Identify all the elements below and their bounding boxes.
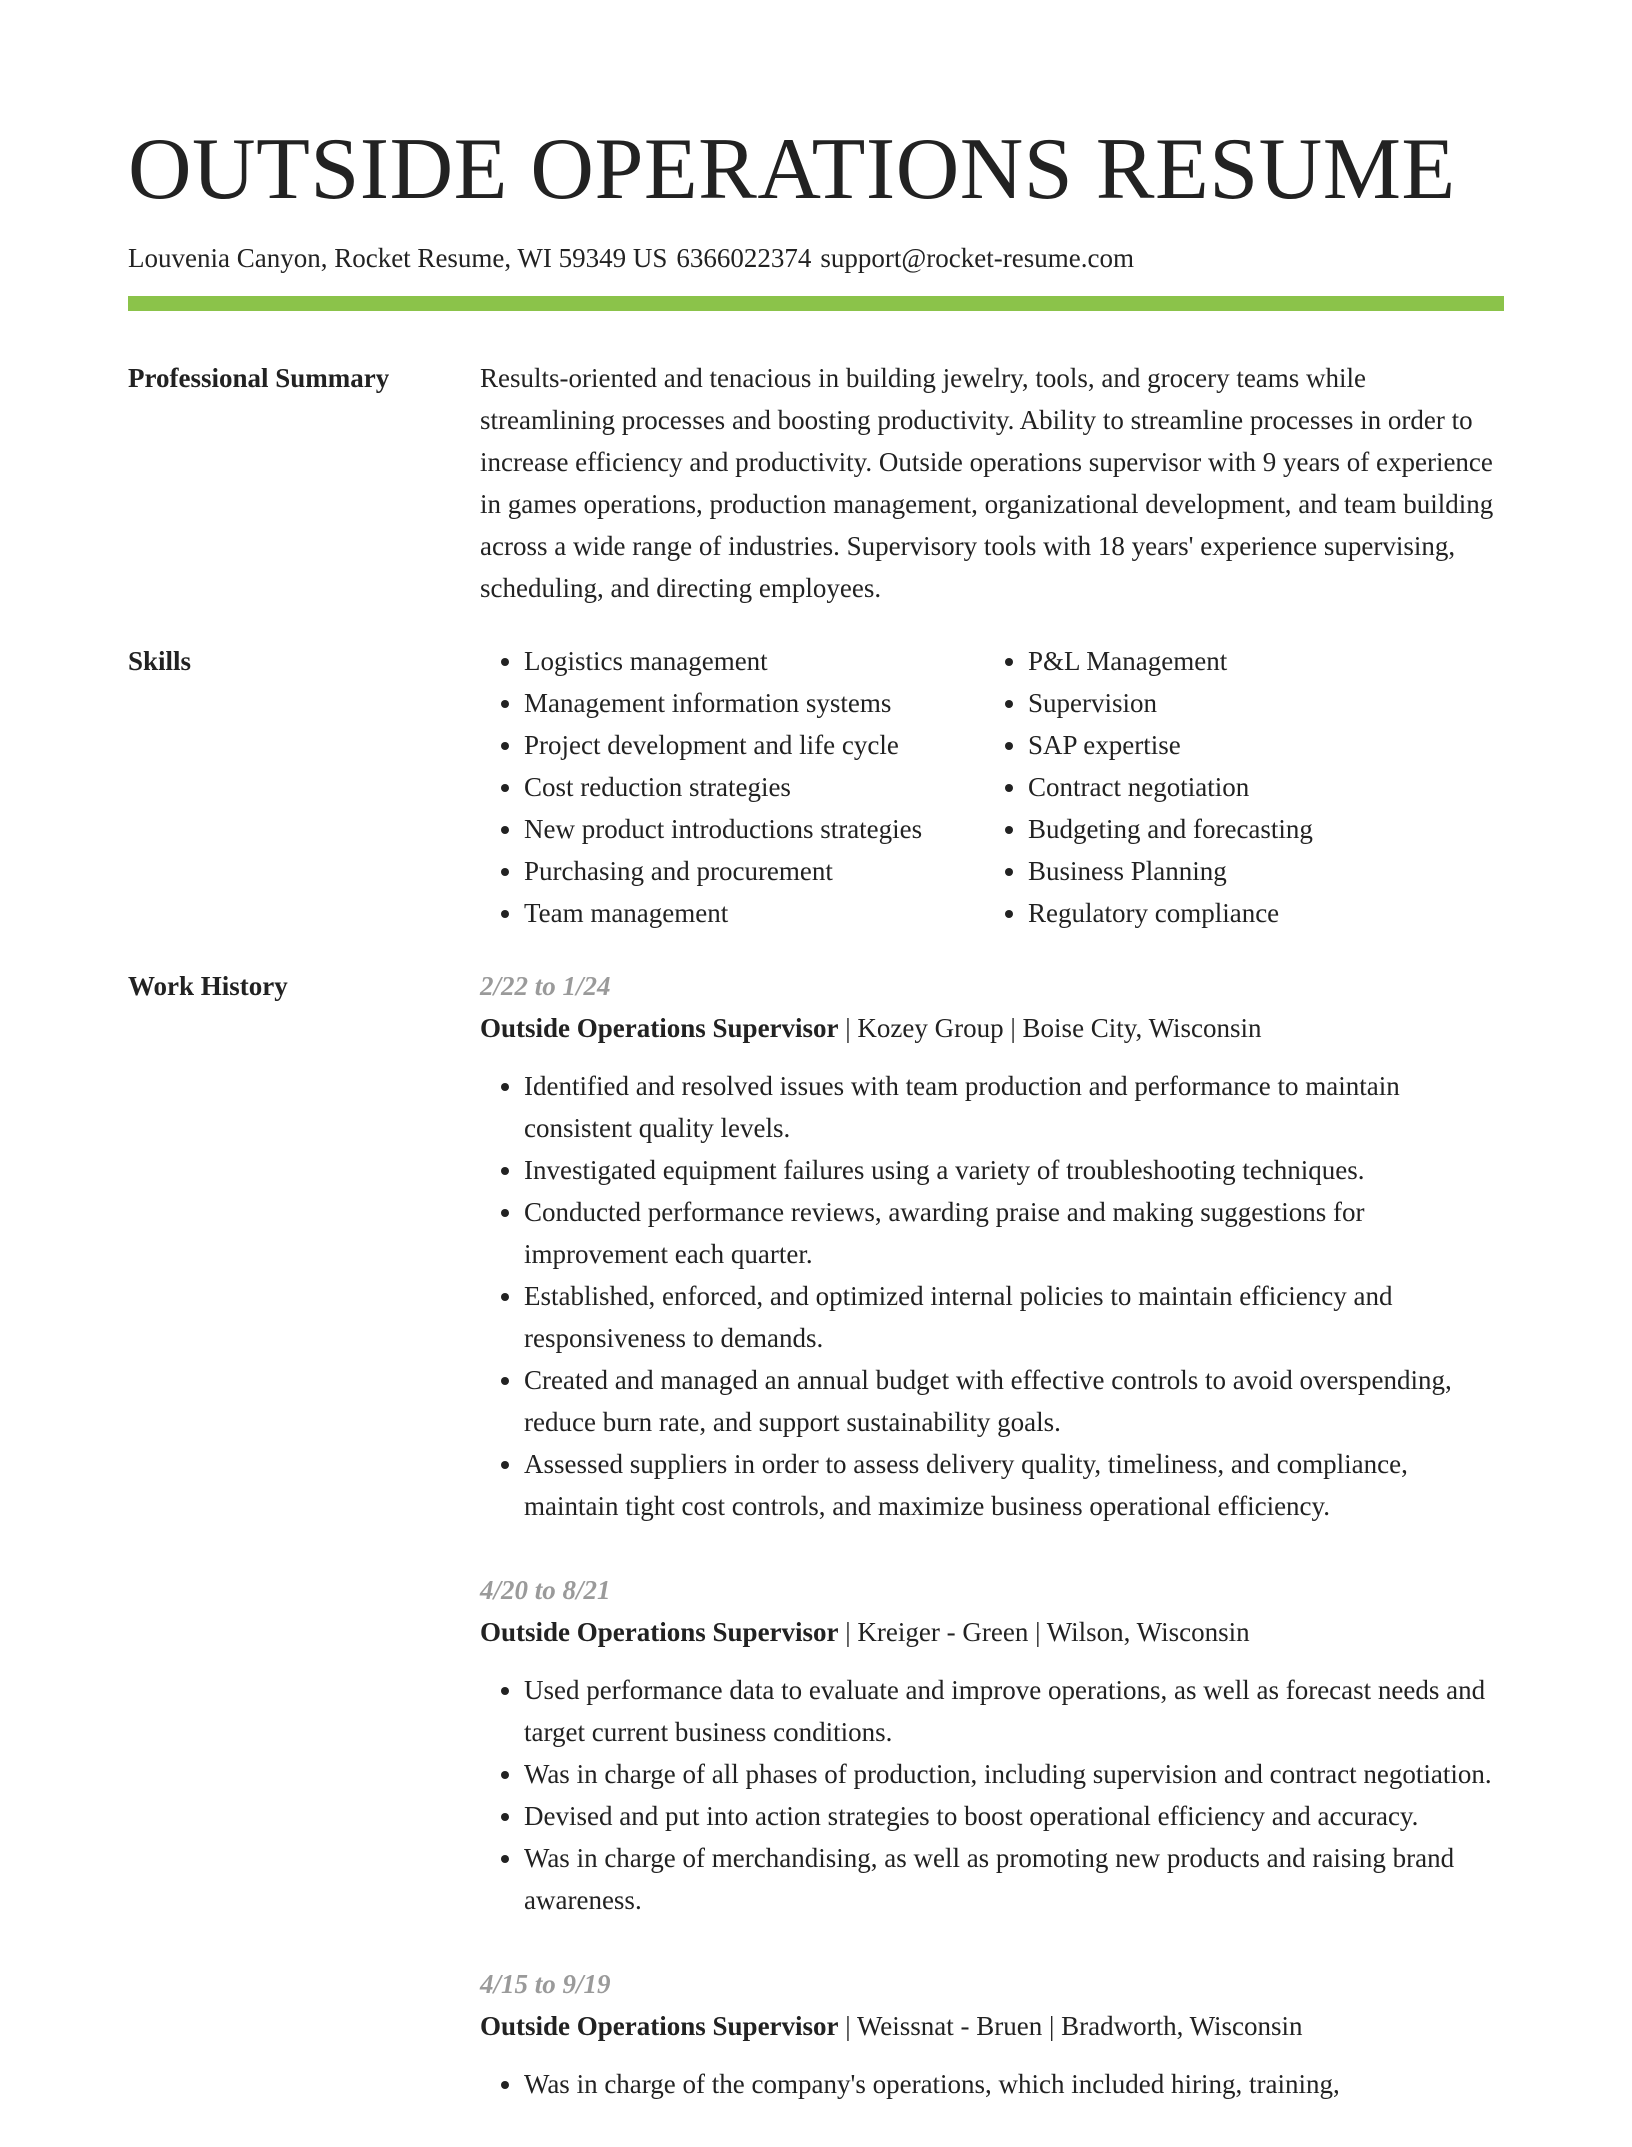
contact-address: Louvenia Canyon, Rocket Resume, WI 59349 US — [128, 243, 668, 273]
skills-columns — [480, 640, 1504, 934]
skill-item: • Team management — [524, 892, 984, 934]
skill-item: • Cost reduction strategies — [524, 766, 984, 808]
job-bullet: • Investigated equipment failures using a variety of troubleshooting techniques. — [524, 1149, 1504, 1191]
skills-heading: Skills — [128, 646, 192, 676]
contact-email: support@rocket-resume.com — [820, 243, 1134, 273]
job-bullet: • Used performance data to evaluate and improve operations, as well as forecast needs and target current business conditions. — [524, 1669, 1504, 1753]
job-details: | Kreiger - Green | Wilson, Wisconsin — [845, 1617, 1250, 1647]
job-date: 2/22 to 1/24 — [480, 971, 611, 1001]
job-heading — [480, 2005, 1504, 2047]
job-title: Outside Operations Supervisor — [480, 1013, 839, 1043]
skills-section — [128, 640, 1504, 934]
job-date: 4/20 to 8/21 — [480, 1575, 611, 1605]
skill-item: • SAP expertise — [1028, 724, 1458, 766]
job-bullets — [480, 1669, 1504, 1921]
resume-page — [128, 110, 1504, 2147]
skill-item: • Business Planning — [1028, 850, 1458, 892]
contact-line — [128, 240, 1504, 276]
summary-heading: Professional Summary — [128, 363, 390, 393]
resume-title: OUTSIDE OPERATIONS RESUME — [128, 121, 1456, 218]
skills-list-right — [984, 640, 1458, 934]
skills-list-left — [480, 640, 984, 934]
skill-item: • Purchasing and procurement — [524, 850, 984, 892]
accent-divider — [128, 296, 1504, 311]
job-bullet: • Established, enforced, and optimized internal policies to maintain efficiency and responsiveness to demands. — [524, 1275, 1504, 1359]
job-title: Outside Operations Supervisor — [480, 2011, 839, 2041]
skill-item: • Management information systems — [524, 682, 984, 724]
job-bullet: • Assessed suppliers in order to assess delivery quality, timeliness, and compliance, maintain tight cost controls, and maximize business operational efficiency. — [524, 1443, 1504, 1527]
summary-text: Results-oriented and tenacious in building jewelry, tools, and grocery teams while streamlining processes and boosting productivity. Ability to streamline processes in order to increase efficiency and productivity. Outside operations supervisor with 9 years of experience in games operations, production management, organizational development, and team building across a wide range of industries. Supervisory tools with 18 years' experience supervising, scheduling, and directing employees. — [480, 363, 1494, 603]
contact-phone: 6366022374 — [676, 243, 812, 273]
skill-item: • Contract negotiation — [1028, 766, 1458, 808]
skill-item: • Regulatory compliance — [1028, 892, 1458, 934]
work-history-body — [480, 965, 1504, 2147]
job-bullets — [480, 2063, 1504, 2105]
job-entry — [480, 1963, 1504, 2105]
job-date: 4/15 to 9/19 — [480, 1969, 611, 1999]
job-heading — [480, 1007, 1504, 1049]
job-bullet: • Was in charge of all phases of production, including supervision and contract negotiation. — [524, 1753, 1504, 1795]
job-bullet: • Conducted performance reviews, awarding praise and making suggestions for improvement each quarter. — [524, 1191, 1504, 1275]
job-entry — [480, 965, 1504, 1527]
job-bullet: • Was in charge of the company's operations, which included hiring, training, — [524, 2063, 1504, 2105]
job-bullet: • Identified and resolved issues with team production and performance to maintain consistent quality levels. — [524, 1065, 1504, 1149]
job-bullet: • Devised and put into action strategies to boost operational efficiency and accuracy. — [524, 1795, 1504, 1837]
skill-item: • Supervision — [1028, 682, 1458, 724]
summary-section — [128, 357, 1504, 609]
job-entry — [480, 1569, 1504, 1921]
job-bullet: • Created and managed an annual budget with effective controls to avoid overspending, reduce burn rate, and support sustainability goals. — [524, 1359, 1504, 1443]
job-bullets — [480, 1065, 1504, 1527]
job-heading — [480, 1611, 1504, 1653]
work-history-heading: Work History — [128, 971, 288, 1001]
job-details: | Weissnat - Bruen | Bradworth, Wisconsin — [845, 2011, 1303, 2041]
skill-item: • Logistics management — [524, 640, 984, 682]
job-title: Outside Operations Supervisor — [480, 1617, 839, 1647]
job-details: | Kozey Group | Boise City, Wisconsin — [845, 1013, 1262, 1043]
work-history-section — [128, 965, 1504, 2147]
skill-item: • New product introductions strategies — [524, 808, 984, 850]
job-bullet: • Was in charge of merchandising, as well as promoting new products and raising brand awareness. — [524, 1837, 1504, 1921]
skill-item: • Project development and life cycle — [524, 724, 984, 766]
skill-item: • P&L Management — [1028, 640, 1458, 682]
skill-item: • Budgeting and forecasting — [1028, 808, 1458, 850]
summary-body — [480, 357, 1504, 609]
